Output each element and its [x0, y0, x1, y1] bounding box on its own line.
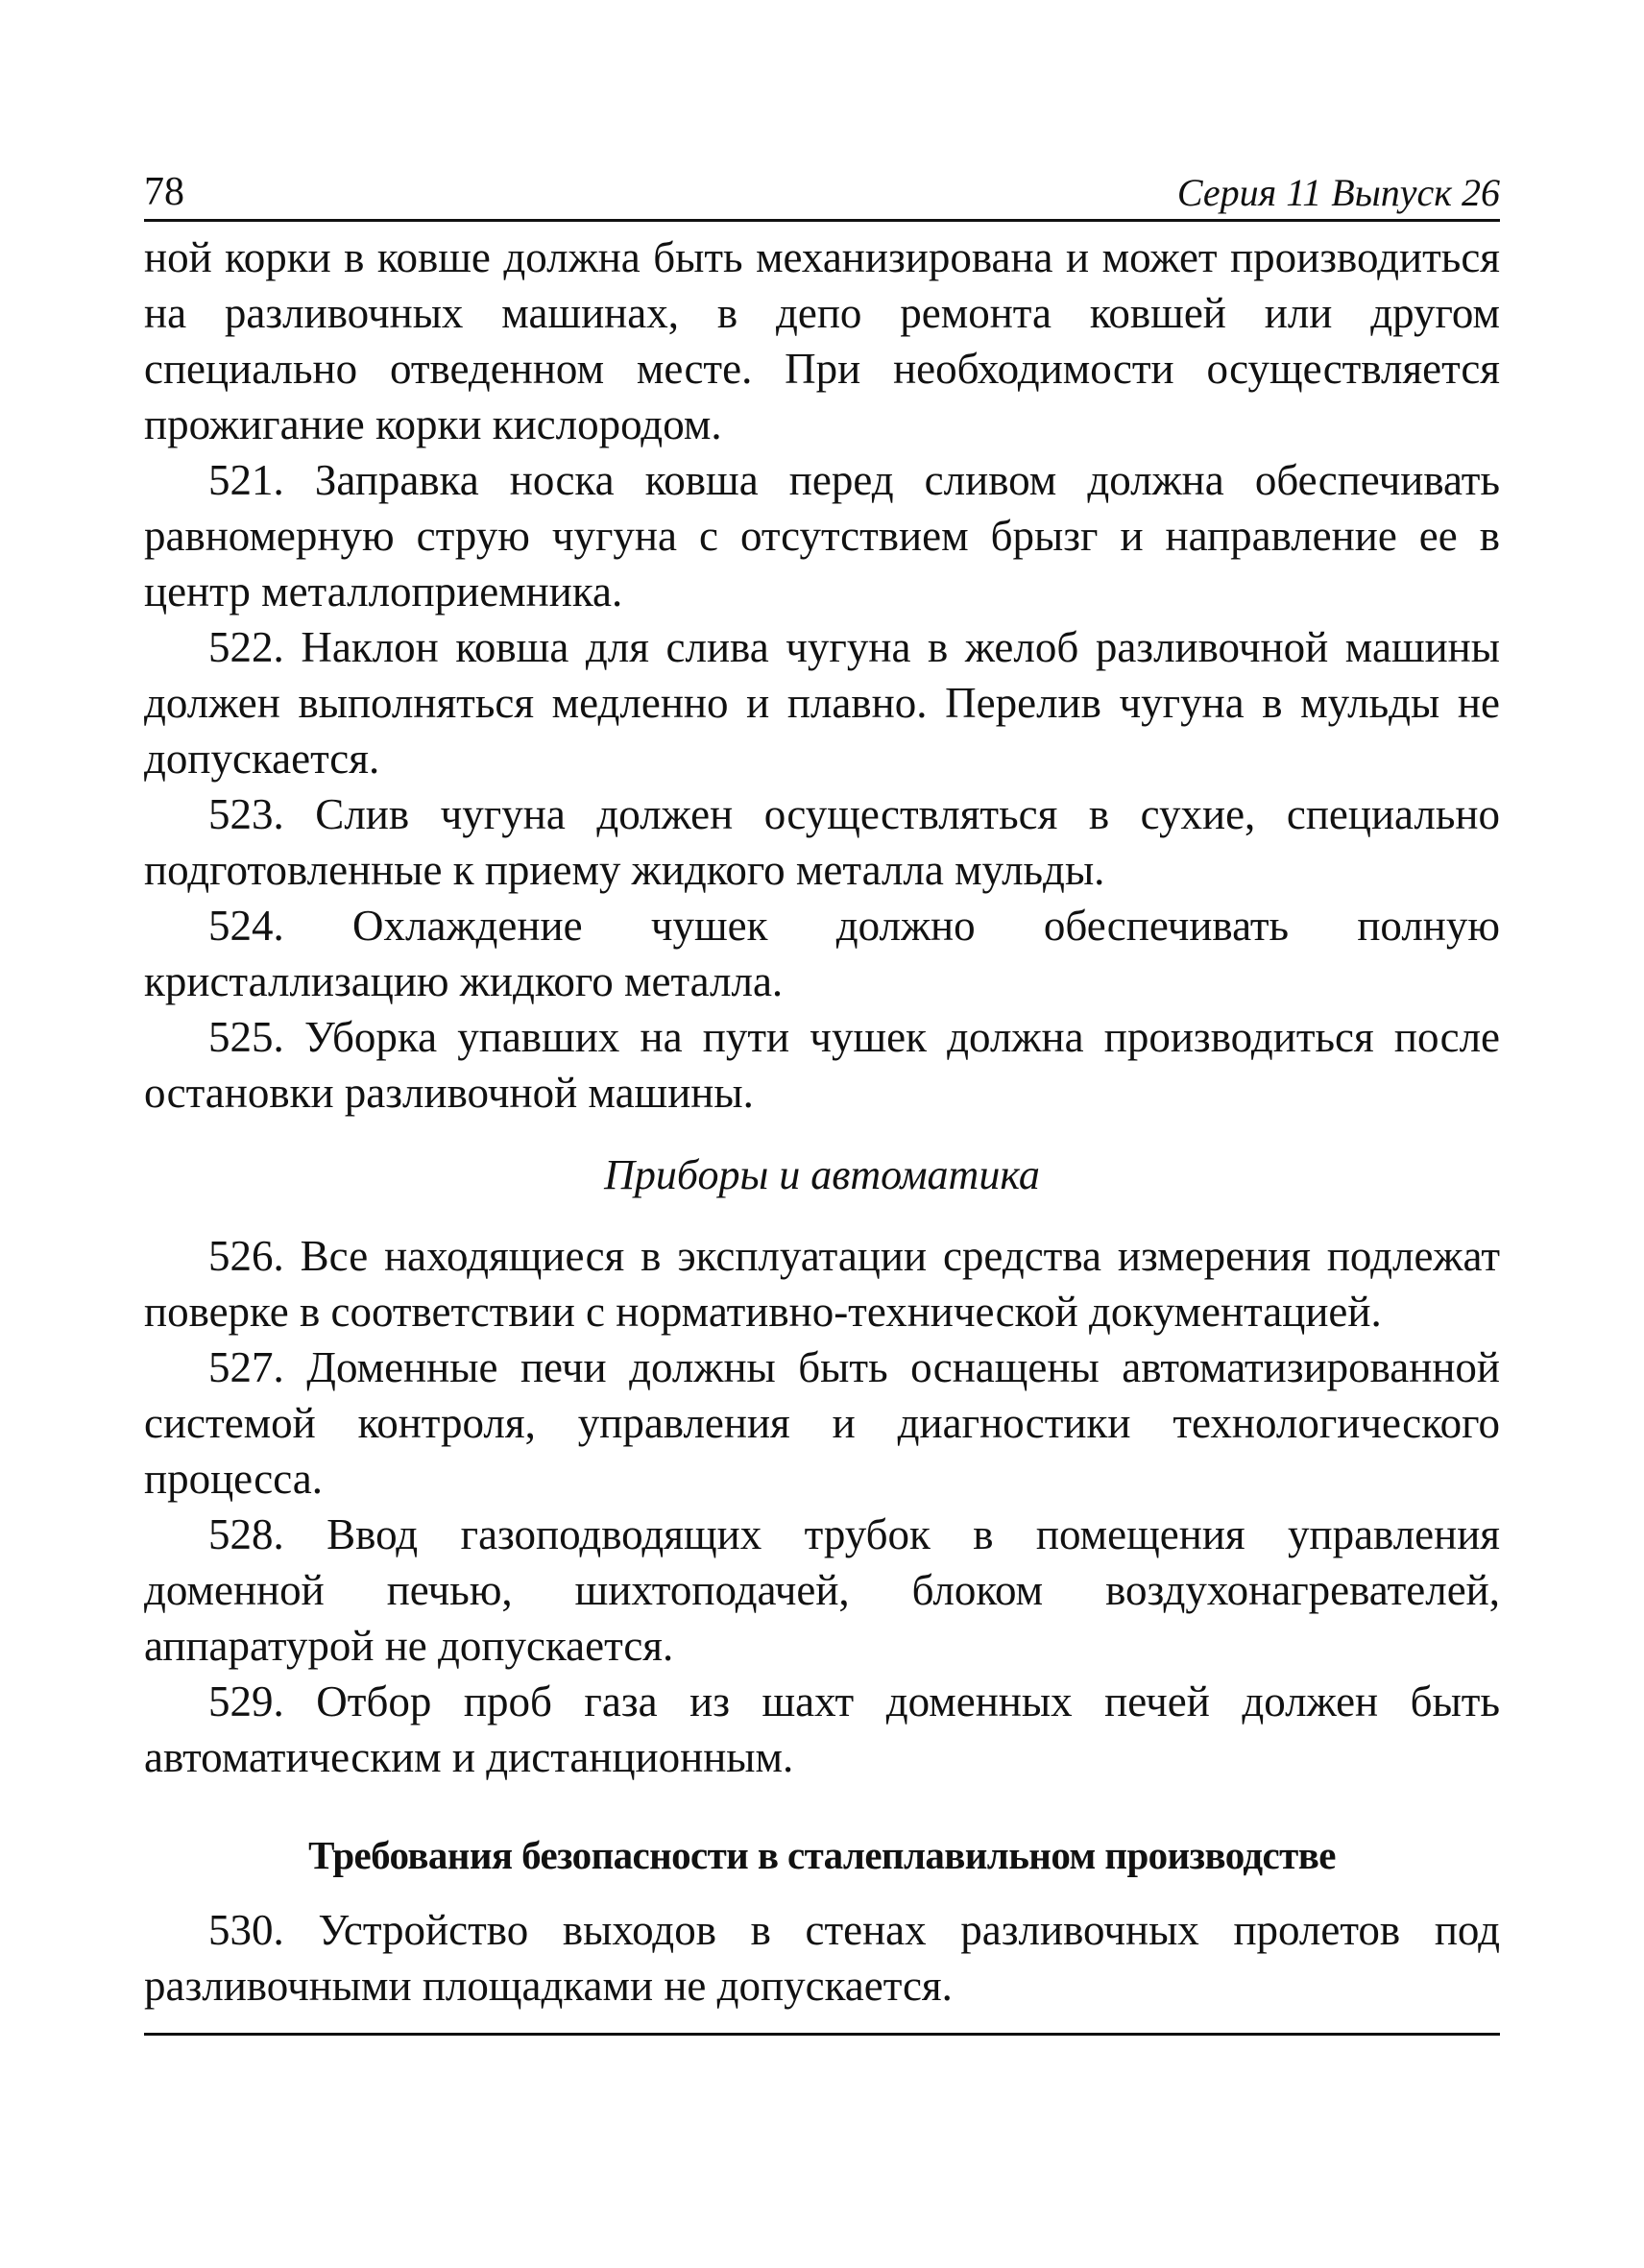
paragraph-529: 529. Отбор проб газа из шахт доменных печей должен быть автоматическим и дистанционным. [144, 1677, 1500, 1781]
page-number: 78 [144, 170, 184, 214]
bottom-divider [144, 2033, 1500, 2036]
paragraph-527: 527. Доменные печи должны быть оснащены автоматизированной системой контроля, управления и диагностики технологического процесса. [144, 1343, 1500, 1503]
paragraph-530: 530. Устройство выходов в стенах разливочных пролетов под разливочными площадками не допускается. [144, 1906, 1500, 2010]
section-heading: Требования безопасности в сталеплавильном производстве [308, 1833, 1336, 1877]
series-title: Серия 11 Выпуск 26 [1176, 171, 1500, 214]
paragraph-522: 522. Наклон ковша для слива чугуна в желоб разливочной машины должен выполняться медленно и плавно. Перелив чугуна в мульды не допускается. [144, 623, 1500, 783]
paragraph-continuation: ной корки в ковше должна быть механизирована и может производиться на разливочных машинах, в депо ремонта ковшей или другом специально отведенном месте. При необходимости осуществляется прожигание корки кислородом. [144, 233, 1500, 448]
document-page [144, 163, 1500, 2036]
paragraph-528: 528. Ввод газоподводящих трубок в помещения управления доменной печью, шихтоподачей, блоком воздухонагревателей, аппаратурой не допускается. [144, 1510, 1500, 1670]
paragraph-521: 521. Заправка носка ковша перед сливом должна обеспечивать равномерную струю чугуна с отсутствием брызг и направление ее в центр металлоприемника. [144, 456, 1500, 615]
paragraph-523: 523. Слив чугуна должен осуществляться в сухие, специально подготовленные к приему жидкого металла мульды. [144, 790, 1500, 894]
page-body [144, 229, 1500, 2014]
subsection-heading: Приборы и автоматика [604, 1151, 1040, 1198]
paragraph-526: 526. Все находящиеся в эксплуатации средства измерения подлежат поверке в соответствии с нормативно-технической документацией. [144, 1232, 1500, 1336]
running-header [144, 163, 1500, 222]
paragraph-524: 524. Охлаждение чушек должно обеспечивать полную кристаллизацию жидкого металла. [144, 902, 1500, 1005]
paragraph-525: 525. Уборка упавших на пути чушек должна производиться после остановки разливочной машины. [144, 1013, 1500, 1117]
